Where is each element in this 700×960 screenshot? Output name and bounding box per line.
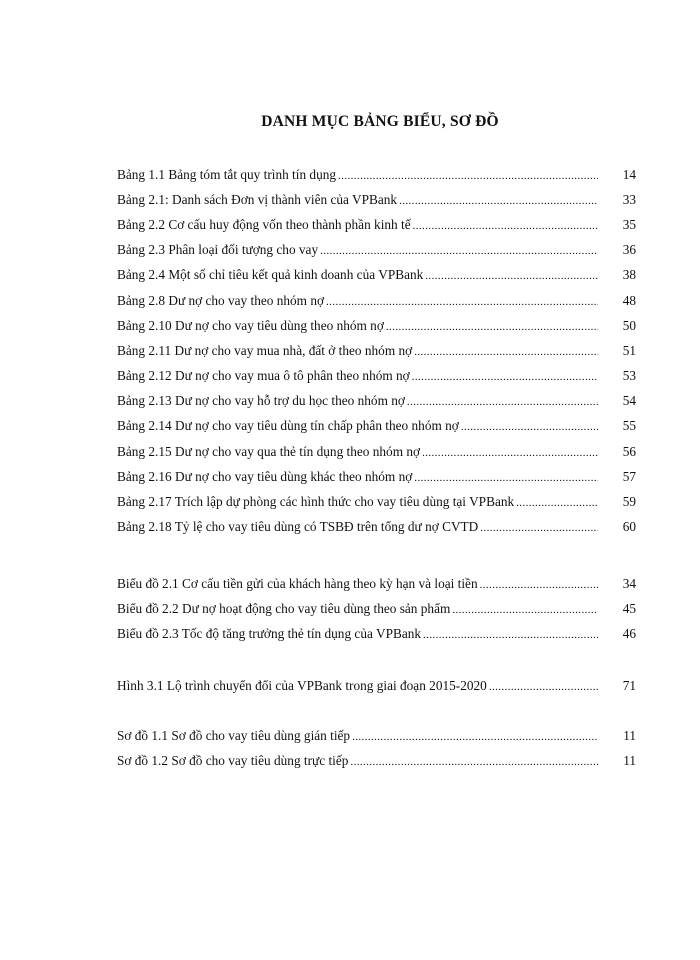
toc-entry[interactable] — [117, 464, 636, 489]
toc-entry[interactable] — [117, 162, 636, 187]
toc-entry-page: 36 — [622, 242, 636, 258]
toc-entry[interactable] — [117, 288, 636, 313]
toc-entry[interactable] — [117, 212, 636, 237]
toc-entry-label: Bảng 2.13 Dư nợ cho vay hỗ trợ du học theo nhóm nợ — [117, 393, 405, 409]
dot-leader — [399, 193, 598, 207]
toc-entry-page: 34 — [622, 575, 636, 591]
toc-entry-label: Bảng 2.14 Dư nợ cho vay tiêu dùng tín chấp phân theo nhóm nợ — [117, 418, 459, 434]
dot-leader — [480, 520, 598, 534]
toc-entry-page: 46 — [622, 625, 636, 641]
dot-leader — [489, 679, 598, 693]
toc-entry-page: 51 — [622, 342, 636, 358]
toc-entry[interactable] — [117, 313, 636, 338]
toc-entry[interactable] — [117, 571, 636, 596]
chart-list — [117, 571, 636, 647]
toc-entry-page: 14 — [622, 166, 636, 182]
dot-leader — [413, 218, 598, 232]
dot-leader — [452, 602, 598, 616]
toc-entry-page: 48 — [622, 292, 636, 308]
toc-entry[interactable] — [117, 263, 636, 288]
toc-entry[interactable] — [117, 723, 636, 748]
toc-entry[interactable] — [117, 439, 636, 464]
dot-leader — [326, 294, 598, 308]
toc-entry-page: 54 — [622, 393, 636, 409]
toc-entry-page: 55 — [622, 418, 636, 434]
toc-entry[interactable] — [117, 621, 636, 646]
toc-entry-label: Bảng 2.16 Dư nợ cho vay tiêu dùng khác theo nhóm nợ — [117, 468, 413, 484]
toc-entry-page: 53 — [622, 368, 636, 384]
toc-entry-label: Bảng 2.8 Dư nợ cho vay theo nhóm nợ — [117, 292, 325, 308]
toc-entry-page: 57 — [622, 468, 636, 484]
dot-leader — [338, 168, 598, 182]
toc-entry-label: Bảng 2.1: Danh sách Đơn vị thành viên của VPBank — [117, 191, 398, 207]
toc-entry-label: Bảng 2.4 Một số chỉ tiêu kết quả kinh doanh của VPBank — [117, 267, 424, 283]
toc-entry[interactable] — [117, 515, 636, 540]
toc-entry[interactable] — [117, 338, 636, 363]
toc-entry-label: Hình 3.1 Lộ trình chuyển đổi của VPBank trong giai đoạn 2015-2020 — [117, 677, 487, 693]
toc-entry-page: 56 — [622, 443, 636, 459]
toc-entry[interactable] — [117, 414, 636, 439]
dot-leader — [350, 754, 598, 768]
dot-leader — [422, 445, 598, 459]
dot-leader — [352, 729, 598, 743]
toc-entry-page: 11 — [623, 727, 636, 743]
toc-entry-page: 38 — [622, 267, 636, 283]
toc-entry-label: Bảng 2.11 Dư nợ cho vay mua nhà, đất ở theo nhóm nợ — [117, 342, 413, 358]
dot-leader — [320, 243, 598, 257]
toc-entry-label: Bảng 2.10 Dư nợ cho vay tiêu dùng theo nhóm nợ — [117, 317, 384, 333]
toc-entry[interactable] — [117, 364, 636, 389]
toc-entry[interactable] — [117, 238, 636, 263]
dot-leader — [425, 268, 598, 282]
toc-entry-label: Sơ đồ 1.2 Sơ đồ cho vay tiêu dùng trực tiếp — [117, 752, 349, 768]
diagram-list — [117, 723, 636, 773]
toc-entry-page: 33 — [622, 191, 636, 207]
toc-entry-label: Bảng 2.2 Cơ cấu huy động vốn theo thành phần kinh tế — [117, 216, 411, 232]
toc-entry-page: 60 — [622, 519, 636, 535]
toc-entry-page: 71 — [622, 677, 636, 693]
table-list — [117, 162, 636, 540]
dot-leader — [461, 419, 598, 433]
toc-entry-label: Biểu đồ 2.3 Tốc độ tăng trưởng thẻ tín dụng của VPBank — [117, 625, 422, 641]
toc-entry-label: Bảng 2.15 Dư nợ cho vay qua thẻ tín dụng theo nhóm nợ — [117, 443, 421, 459]
toc-entry-label: Bảng 2.3 Phân loại đối tượng cho vay — [117, 242, 319, 258]
figure-list — [117, 673, 636, 698]
toc-entry-page: 35 — [622, 216, 636, 232]
page-title: DANH MỤC BẢNG BIỂU, SƠ ĐỒ — [261, 113, 499, 130]
dot-leader — [516, 495, 598, 509]
toc-entry-label: Biểu đồ 2.2 Dư nợ hoạt động cho vay tiêu dùng theo sản phẩm — [117, 600, 451, 616]
toc-entry-label: Bảng 2.12 Dư nợ cho vay mua ô tô phân theo nhóm nợ — [117, 368, 410, 384]
toc-entry[interactable] — [117, 748, 636, 773]
toc-entry[interactable] — [117, 673, 636, 698]
toc-entry-label: Bảng 2.18 Tỷ lệ cho vay tiêu dùng có TSBĐ trên tổng dư nợ CVTD — [117, 519, 479, 535]
toc-entry-page: 59 — [622, 494, 636, 510]
toc-entry-label: Bảng 2.17 Trích lập dự phòng các hình thức cho vay tiêu dùng tại VPBank — [117, 494, 515, 510]
toc-entry[interactable] — [117, 596, 636, 621]
toc-entry-page: 45 — [622, 600, 636, 616]
toc-entry[interactable] — [117, 389, 636, 414]
toc-entry-page: 11 — [623, 752, 636, 768]
toc-entry-label: Biểu đồ 2.1 Cơ cấu tiền gửi của khách hàng theo kỳ hạn và loại tiền — [117, 575, 478, 591]
dot-leader — [386, 319, 598, 333]
toc-entry[interactable] — [117, 187, 636, 212]
toc-entry-label: Bảng 1.1 Bảng tóm tắt quy trình tín dụng — [117, 166, 337, 182]
toc-entry[interactable] — [117, 489, 636, 514]
dot-leader — [414, 344, 598, 358]
toc-entry-label: Sơ đồ 1.1 Sơ đồ cho vay tiêu dùng gián tiếp — [117, 727, 351, 743]
toc-entry-page: 50 — [622, 317, 636, 333]
dot-leader — [414, 470, 598, 484]
dot-leader — [480, 577, 598, 591]
dot-leader — [423, 627, 598, 641]
dot-leader — [412, 369, 598, 383]
dot-leader — [407, 394, 598, 408]
